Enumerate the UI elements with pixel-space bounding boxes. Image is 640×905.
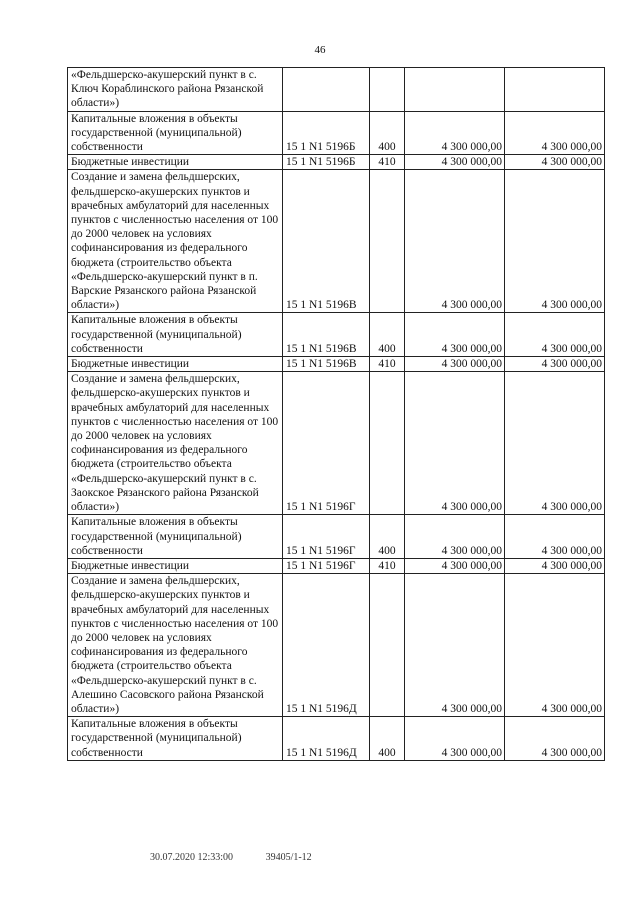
row-amount-1: 4 300 000,00 <box>405 155 505 170</box>
row-amount-2: 4 300 000,00 <box>505 111 605 155</box>
table-row <box>68 68 605 112</box>
footer <box>150 852 312 863</box>
row-name: Создание и замена фельдшерских, фельдшерско-акушерских пунктов и врачебных амбулаторий для населенных пунктов с численностью населения от 100 до 2000 человек на условиях софинансирования из федерального бюджета (строительство объекта «Фельдшерско-акушерский пункт в п. Варские Рязанского района Рязанской области») <box>68 170 283 313</box>
footer-timestamp: 30.07.2020 12:33:00 <box>150 852 234 863</box>
row-amount-2: 4 300 000,00 <box>505 372 605 515</box>
row-code: 15 1 N1 5196Г <box>283 558 370 573</box>
row-expense-type <box>370 170 405 313</box>
row-amount-1 <box>405 68 505 112</box>
row-amount-2: 4 300 000,00 <box>505 558 605 573</box>
row-expense-type <box>370 372 405 515</box>
row-amount-2: 4 300 000,00 <box>505 155 605 170</box>
row-name: «Фельдшерско-акушерский пункт в с. Ключ Кораблинского района Рязанской области») <box>68 68 283 112</box>
row-amount-1: 4 300 000,00 <box>405 515 505 559</box>
row-code: 15 1 N1 5196Б <box>283 155 370 170</box>
row-amount-1: 4 300 000,00 <box>405 574 505 717</box>
row-amount-2: 4 300 000,00 <box>505 574 605 717</box>
row-name: Бюджетные инвестиции <box>68 357 283 372</box>
row-expense-type: 410 <box>370 357 405 372</box>
budget-table <box>67 67 605 761</box>
row-amount-2: 4 300 000,00 <box>505 515 605 559</box>
row-name: Создание и замена фельдшерских, фельдшерско-акушерских пунктов и врачебных амбулаторий для населенных пунктов с численностью населения от 100 до 2000 человек на условиях софинансирования из федерального бюджета (строительство объекта «Фельдшерско-акушерский пункт в с. Заокское Рязанского района Рязанской области») <box>68 372 283 515</box>
row-name: Капитальные вложения в объекты государственной (муниципальной) собственности <box>68 313 283 357</box>
row-expense-type: 410 <box>370 155 405 170</box>
row-expense-type: 400 <box>370 717 405 761</box>
row-amount-1: 4 300 000,00 <box>405 111 505 155</box>
table-row <box>68 372 605 515</box>
page-number: 46 <box>314 44 326 56</box>
budget-table-body <box>68 68 605 761</box>
row-code: 15 1 N1 5196Г <box>283 515 370 559</box>
row-amount-1: 4 300 000,00 <box>405 558 505 573</box>
row-expense-type: 400 <box>370 111 405 155</box>
row-expense-type <box>370 574 405 717</box>
row-code: 15 1 N1 5196В <box>283 357 370 372</box>
row-amount-2: 4 300 000,00 <box>505 170 605 313</box>
footer-document-id: 39405/1-12 <box>265 852 312 863</box>
table-row <box>68 313 605 357</box>
row-amount-2 <box>505 68 605 112</box>
row-code: 15 1 N1 5196Г <box>283 372 370 515</box>
row-name: Создание и замена фельдшерских, фельдшерско-акушерских пунктов и врачебных амбулаторий для населенных пунктов с численностью населения от 100 до 2000 человек на условиях софинансирования из федерального бюджета (строительство объекта «Фельдшерско-акушерский пункт в с. Алешино Сасовского района Рязанской области») <box>68 574 283 717</box>
row-name: Капитальные вложения в объекты государственной (муниципальной) собственности <box>68 717 283 761</box>
row-expense-type: 400 <box>370 515 405 559</box>
row-amount-2: 4 300 000,00 <box>505 313 605 357</box>
row-expense-type: 400 <box>370 313 405 357</box>
row-code: 15 1 N1 5196В <box>283 170 370 313</box>
row-expense-type: 410 <box>370 558 405 573</box>
table-row <box>68 170 605 313</box>
row-name: Бюджетные инвестиции <box>68 155 283 170</box>
row-amount-1: 4 300 000,00 <box>405 313 505 357</box>
table-row <box>68 155 605 170</box>
table-row <box>68 574 605 717</box>
row-amount-2: 4 300 000,00 <box>505 717 605 761</box>
row-code: 15 1 N1 5196Б <box>283 111 370 155</box>
row-amount-1: 4 300 000,00 <box>405 717 505 761</box>
row-amount-1: 4 300 000,00 <box>405 357 505 372</box>
row-code: 15 1 N1 5196Д <box>283 574 370 717</box>
row-name: Капитальные вложения в объекты государственной (муниципальной) собственности <box>68 111 283 155</box>
table-row <box>68 357 605 372</box>
row-code: 15 1 N1 5196В <box>283 313 370 357</box>
table-row <box>68 558 605 573</box>
table-row <box>68 717 605 761</box>
table-row <box>68 111 605 155</box>
table-row <box>68 515 605 559</box>
row-expense-type <box>370 68 405 112</box>
row-amount-1: 4 300 000,00 <box>405 170 505 313</box>
row-code <box>283 68 370 112</box>
row-name: Капитальные вложения в объекты государственной (муниципальной) собственности <box>68 515 283 559</box>
row-amount-1: 4 300 000,00 <box>405 372 505 515</box>
row-name: Бюджетные инвестиции <box>68 558 283 573</box>
row-amount-2: 4 300 000,00 <box>505 357 605 372</box>
row-code: 15 1 N1 5196Д <box>283 717 370 761</box>
